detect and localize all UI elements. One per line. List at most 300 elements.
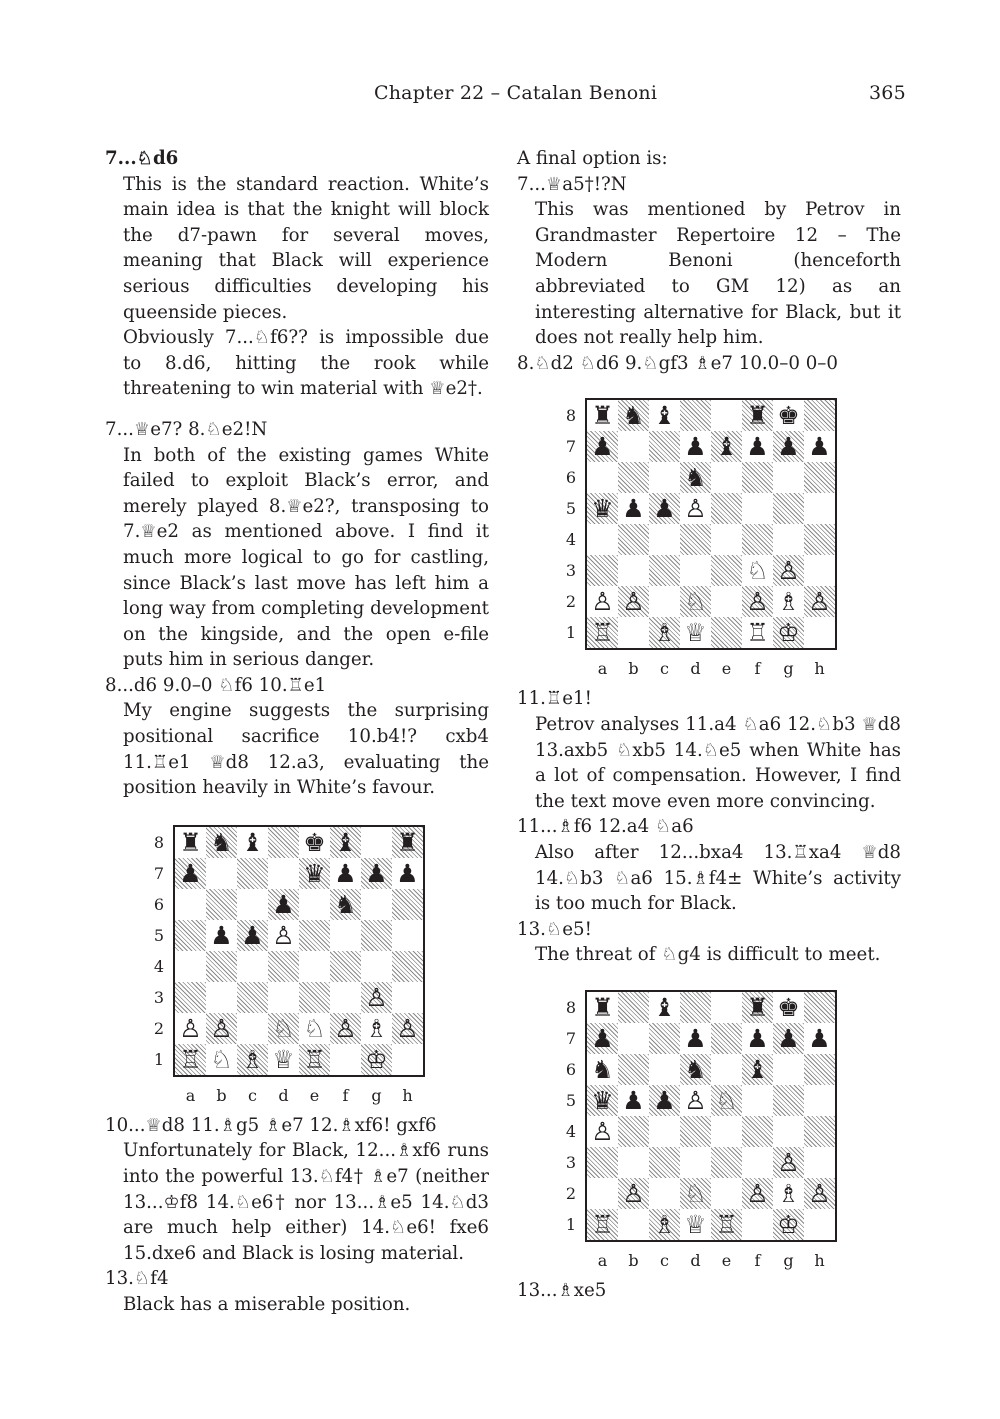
board-square [773, 524, 804, 555]
board-square [587, 493, 618, 524]
board-square [330, 858, 361, 889]
board-square [804, 493, 835, 524]
board-square [206, 982, 237, 1013]
board-square [711, 1023, 742, 1054]
file-label: g [371, 1085, 382, 1105]
board-square [587, 524, 618, 555]
board-square [175, 1013, 206, 1044]
board-square [711, 400, 742, 431]
board-square [711, 462, 742, 493]
chess-piece-icon: ♛ [591, 1085, 614, 1115]
rank-label: 2 [565, 592, 577, 612]
board-square [649, 462, 680, 493]
paragraph: The threat of ♘g4 is difficult to meet. [535, 944, 881, 966]
board-square [680, 524, 711, 555]
board-square [773, 1209, 804, 1240]
board-square [618, 1054, 649, 1085]
rank-label: 7 [565, 1028, 577, 1048]
chess-board [173, 825, 425, 1077]
board-square [618, 462, 649, 493]
chess-piece-icon: ♟ [210, 920, 233, 950]
rank-label: 8 [153, 832, 165, 852]
board-square [773, 586, 804, 617]
board-square [268, 951, 299, 982]
chess-piece-icon: ♔ [365, 1044, 388, 1074]
board-square [773, 992, 804, 1023]
rank-label: 6 [565, 468, 577, 488]
board-square [587, 1209, 618, 1240]
board-square [299, 1044, 330, 1075]
chess-piece-icon: ♞ [622, 401, 645, 431]
board-square [587, 1023, 618, 1054]
board-square [804, 400, 835, 431]
file-label: d [690, 659, 701, 679]
board-square [742, 1085, 773, 1116]
board-square [773, 1054, 804, 1085]
board-square [392, 920, 423, 951]
chess-piece-icon: ♟ [334, 858, 357, 888]
rank-label: 3 [153, 987, 165, 1007]
board-square [587, 462, 618, 493]
board-square [330, 951, 361, 982]
board-square [711, 1178, 742, 1209]
board-square [175, 858, 206, 889]
chess-piece-icon: ♜ [179, 827, 202, 857]
chess-piece-icon: ♖ [179, 1044, 202, 1074]
board-square [649, 1178, 680, 1209]
board-square [330, 827, 361, 858]
chess-piece-icon: ♗ [241, 1044, 264, 1074]
board-square [742, 1147, 773, 1178]
paragraph: My engine suggests the surprising positional sacrifice 10.b4!? cxb4 11.♖e1 ♕d8 12.a3, evaluating the position heavily in White’s favour. [123, 700, 489, 799]
board-square [299, 920, 330, 951]
chess-piece-icon: ♜ [591, 401, 614, 431]
board-square [680, 617, 711, 648]
chess-piece-icon: ♙ [179, 1013, 202, 1043]
board-square [618, 400, 649, 431]
chess-piece-icon: ♗ [653, 1209, 676, 1239]
chess-piece-icon: ♖ [715, 1209, 738, 1239]
board-square [206, 920, 237, 951]
board-square [392, 982, 423, 1013]
board-square [680, 586, 711, 617]
board-square [268, 920, 299, 951]
chess-piece-icon: ♙ [365, 982, 388, 1012]
board-square [649, 400, 680, 431]
file-label: h [402, 1085, 413, 1105]
board-square [711, 617, 742, 648]
chess-piece-icon: ♚ [777, 401, 800, 431]
chess-piece-icon: ♟ [684, 1023, 707, 1053]
chess-piece-icon: ♝ [715, 432, 738, 462]
board-square [742, 1116, 773, 1147]
board-square [680, 1209, 711, 1240]
chess-piece-icon: ♖ [591, 618, 614, 648]
file-label: h [814, 659, 825, 679]
board-square [680, 555, 711, 586]
board-square [649, 1209, 680, 1240]
chess-piece-icon: ♟ [653, 494, 676, 524]
board-square [299, 951, 330, 982]
board-square [299, 982, 330, 1013]
board-square [711, 1147, 742, 1178]
board-square [773, 462, 804, 493]
chess-piece-icon: ♙ [210, 1013, 233, 1043]
chess-piece-icon: ♜ [591, 992, 614, 1022]
board-square [587, 555, 618, 586]
board-square [618, 617, 649, 648]
paragraph: This was mentioned by Petrov in Grandmaster Repertoire 12 – The Modern Benoni (henceforth abbreviated to GM 12) as an interesting alternative for Black, but it does not really help him. [535, 199, 901, 349]
board-square [237, 951, 268, 982]
board-square [742, 400, 773, 431]
board-square [392, 827, 423, 858]
chess-piece-icon: ♙ [777, 1147, 800, 1177]
board-square [742, 524, 773, 555]
board-square [649, 493, 680, 524]
board-square [804, 524, 835, 555]
chess-piece-icon: ♙ [777, 556, 800, 586]
rank-label: 5 [565, 499, 577, 519]
chess-piece-icon: ♖ [303, 1044, 326, 1074]
rank-label: 4 [565, 530, 577, 550]
chess-piece-icon: ♕ [272, 1044, 295, 1074]
paragraph: 11...♗f6 12.a4 ♘a6 [517, 816, 694, 838]
chess-piece-icon: ♟ [396, 858, 419, 888]
chess-piece-icon: ♟ [777, 432, 800, 462]
board-square [206, 858, 237, 889]
chess-piece-icon: ♟ [591, 1023, 614, 1053]
chess-piece-icon: ♛ [591, 494, 614, 524]
chess-diagram-left [105, 825, 425, 1107]
rank-label: 7 [153, 863, 165, 883]
file-label: f [342, 1085, 349, 1105]
board-square [618, 431, 649, 462]
board-square [742, 992, 773, 1023]
chess-piece-icon: ♙ [746, 1178, 769, 1208]
board-square [649, 431, 680, 462]
board-square [618, 1116, 649, 1147]
file-label: e [309, 1085, 320, 1105]
file-label: b [216, 1085, 227, 1105]
board-square [649, 1085, 680, 1116]
board-square [361, 889, 392, 920]
board-square [804, 1209, 835, 1240]
board-square [330, 889, 361, 920]
left-column [105, 146, 489, 1318]
board-square [680, 493, 711, 524]
board-square [742, 617, 773, 648]
chess-piece-icon: ♟ [622, 1085, 645, 1115]
board-square [618, 586, 649, 617]
board-square [299, 1013, 330, 1044]
chess-board [585, 990, 837, 1242]
board-square [773, 431, 804, 462]
board-square [618, 1147, 649, 1178]
chess-piece-icon: ♝ [653, 992, 676, 1022]
board-square [206, 889, 237, 920]
chess-piece-icon: ♘ [746, 556, 769, 586]
file-label: a [597, 1250, 608, 1270]
paragraph: Petrov analyses 11.a4 ♘a6 12.♘b3 ♕d8 13.axb5 ♘xb5 14.♘e5 when White has a lot of compensation. However, I find the text move even more convincing. [535, 713, 901, 812]
chess-piece-icon: ♙ [591, 1116, 614, 1146]
chess-piece-icon: ♟ [365, 858, 388, 888]
file-label: a [597, 659, 608, 679]
board-square [773, 493, 804, 524]
file-label: c [660, 1250, 669, 1270]
chapter-title: Chapter 22 – Catalan Benoni [374, 82, 658, 104]
chess-diagram-right-1 [517, 398, 837, 680]
chess-piece-icon: ♟ [272, 889, 295, 919]
chess-piece-icon: ♗ [365, 1013, 388, 1043]
board-square [618, 1178, 649, 1209]
paragraph: 8.♘d2 ♘d6 9.♘gf3 ♗e7 10.0–0 0–0 [517, 352, 838, 374]
chess-piece-icon: ♟ [746, 1023, 769, 1053]
chess-piece-icon: ♟ [684, 432, 707, 462]
board-square [618, 1085, 649, 1116]
rank-label: 4 [565, 1121, 577, 1141]
rank-label: 2 [153, 1018, 165, 1038]
board-square [237, 982, 268, 1013]
file-label: h [814, 1250, 825, 1270]
board-square [742, 1023, 773, 1054]
board-square [649, 555, 680, 586]
board-square [587, 1054, 618, 1085]
chess-piece-icon: ♞ [684, 1054, 707, 1084]
chess-board [585, 398, 837, 650]
board-square [237, 827, 268, 858]
chess-piece-icon: ♙ [272, 920, 295, 950]
rank-label: 3 [565, 561, 577, 581]
chess-piece-icon: ♘ [210, 1044, 233, 1074]
board-square [711, 1209, 742, 1240]
board-square [649, 524, 680, 555]
board-square [361, 1013, 392, 1044]
board-square [618, 992, 649, 1023]
chess-piece-icon: ♘ [715, 1085, 738, 1115]
board-square [804, 1023, 835, 1054]
chess-piece-icon: ♟ [241, 920, 264, 950]
board-square [680, 1147, 711, 1178]
chess-piece-icon: ♜ [746, 992, 769, 1022]
board-square [587, 400, 618, 431]
board-square [680, 400, 711, 431]
board-square [175, 889, 206, 920]
paragraph: 13.♘e5! [517, 918, 592, 940]
board-square [649, 1054, 680, 1085]
board-square [804, 1054, 835, 1085]
chess-piece-icon: ♟ [746, 432, 769, 462]
board-square [392, 1013, 423, 1044]
board-square [742, 586, 773, 617]
board-square [299, 827, 330, 858]
chess-piece-icon: ♙ [591, 587, 614, 617]
rank-label: 1 [153, 1049, 165, 1069]
left-text-2 [105, 1113, 489, 1318]
board-square [175, 1044, 206, 1075]
board-square [649, 1147, 680, 1178]
board-square [742, 462, 773, 493]
board-square [299, 889, 330, 920]
board-square [361, 827, 392, 858]
board-square [618, 1209, 649, 1240]
board-square [237, 1044, 268, 1075]
spacer [105, 402, 489, 417]
chess-piece-icon: ♚ [777, 992, 800, 1022]
board-square [773, 555, 804, 586]
file-label: c [660, 659, 669, 679]
chess-piece-icon: ♝ [653, 401, 676, 431]
board-square [804, 586, 835, 617]
chess-piece-icon: ♜ [396, 827, 419, 857]
board-square [680, 1116, 711, 1147]
paragraph: 11.♖e1! [517, 688, 592, 710]
rank-label: 3 [565, 1152, 577, 1172]
chess-piece-icon: ♙ [746, 587, 769, 617]
paragraph: In both of the existing games White failed to exploit Black’s error, and merely played 8.♕e2?, transposing to 7.♕e2 as mentioned above. I find it much more logical to go for castling, since Black’s last move has left him a long way from completing development on the kingside, and the open e-file puts him in serious danger. [123, 444, 489, 671]
chess-piece-icon: ♟ [179, 858, 202, 888]
board-square [649, 586, 680, 617]
board-square [742, 1054, 773, 1085]
board-square [361, 951, 392, 982]
board-square [587, 1116, 618, 1147]
chess-piece-icon: ♙ [684, 494, 707, 524]
board-square [742, 555, 773, 586]
rank-label: 1 [565, 623, 577, 643]
board-square [330, 1013, 361, 1044]
right-text-2 [517, 686, 901, 968]
board-square [680, 1054, 711, 1085]
board-square [392, 858, 423, 889]
board-square [649, 992, 680, 1023]
board-square [804, 431, 835, 462]
board-square [804, 992, 835, 1023]
board-square [711, 493, 742, 524]
board-square [361, 920, 392, 951]
board-square [742, 431, 773, 462]
chess-piece-icon: ♙ [622, 1178, 645, 1208]
file-label: f [754, 659, 761, 679]
right-column [517, 146, 901, 1303]
rank-label: 4 [153, 956, 165, 976]
chess-piece-icon: ♟ [653, 1085, 676, 1115]
board-square [711, 1116, 742, 1147]
chess-piece-icon: ♗ [653, 618, 676, 648]
board-square [330, 982, 361, 1013]
board-square [680, 1178, 711, 1209]
chess-piece-icon: ♕ [684, 1209, 707, 1239]
board-square [206, 1013, 237, 1044]
board-square [711, 524, 742, 555]
board-square [804, 1085, 835, 1116]
board-square [773, 400, 804, 431]
board-square [175, 951, 206, 982]
board-square [206, 1044, 237, 1075]
chess-piece-icon: ♟ [777, 1023, 800, 1053]
page-number: 365 [869, 82, 906, 104]
board-square [711, 431, 742, 462]
board-square [587, 586, 618, 617]
chess-piece-icon: ♟ [808, 432, 831, 462]
board-square [649, 1023, 680, 1054]
board-square [392, 951, 423, 982]
file-label: g [783, 1250, 794, 1270]
rank-label: 6 [565, 1059, 577, 1079]
file-label: b [628, 1250, 639, 1270]
board-square [361, 1044, 392, 1075]
board-square [361, 858, 392, 889]
board-square [680, 462, 711, 493]
rank-label: 8 [565, 997, 577, 1017]
board-square [618, 524, 649, 555]
chess-piece-icon: ♘ [684, 587, 707, 617]
board-square [649, 1116, 680, 1147]
chess-piece-icon: ♟ [622, 494, 645, 524]
paragraph: Black has a miserable position. [123, 1294, 411, 1315]
chess-piece-icon: ♙ [334, 1013, 357, 1043]
board-square [206, 827, 237, 858]
rank-label: 2 [565, 1183, 577, 1203]
board-square [804, 1116, 835, 1147]
file-label: g [783, 659, 794, 679]
file-label: d [690, 1250, 701, 1270]
rank-label: 8 [565, 406, 577, 426]
board-square [711, 555, 742, 586]
board-square [268, 982, 299, 1013]
chess-piece-icon: ♝ [241, 827, 264, 857]
chess-piece-icon: ♟ [808, 1023, 831, 1053]
chess-piece-icon: ♖ [591, 1209, 614, 1239]
chess-piece-icon: ♖ [746, 618, 769, 648]
board-square [618, 1023, 649, 1054]
board-square [742, 493, 773, 524]
rank-label: 5 [565, 1090, 577, 1110]
rank-label: 1 [565, 1214, 577, 1234]
board-square [649, 617, 680, 648]
board-square [804, 617, 835, 648]
file-label: b [628, 659, 639, 679]
board-square [268, 1044, 299, 1075]
paragraph: 13...♗xe5 [517, 1279, 607, 1301]
file-label: d [278, 1085, 289, 1105]
board-square [742, 1178, 773, 1209]
chess-piece-icon: ♞ [591, 1054, 614, 1084]
file-label: e [721, 1250, 732, 1270]
board-square [618, 555, 649, 586]
board-square [299, 858, 330, 889]
board-square [587, 1147, 618, 1178]
paragraph: Also after 12...bxa4 13.♖xa4 ♕d8 14.♘b3 ♘a6 15.♗f4± White’s activity is too much for Black. [535, 841, 901, 915]
board-square [680, 1085, 711, 1116]
board-square [742, 1209, 773, 1240]
board-square [773, 1116, 804, 1147]
board-square [175, 982, 206, 1013]
paragraph: Unfortunately for Black, 12...♗xf6 runs into the powerful 13.♘f4† ♗e7 (neither 13...♔f8 14.♘e6† nor 13...♗e5 14.♘d3 are much help either) 14.♘e6! fxe6 15.dxe6 and Black is losing material. [123, 1140, 489, 1264]
board-square [268, 858, 299, 889]
right-text-1 [517, 146, 901, 376]
chess-piece-icon: ♙ [396, 1013, 419, 1043]
board-square [618, 493, 649, 524]
chess-piece-icon: ♗ [777, 587, 800, 617]
board-square [237, 920, 268, 951]
chess-piece-icon: ♝ [334, 827, 357, 857]
board-square [804, 462, 835, 493]
chess-piece-icon: ♘ [684, 1178, 707, 1208]
board-square [237, 1013, 268, 1044]
paragraph: 13.♘f4 [105, 1268, 169, 1290]
board-square [392, 1044, 423, 1075]
board-square [773, 1085, 804, 1116]
board-square [392, 889, 423, 920]
